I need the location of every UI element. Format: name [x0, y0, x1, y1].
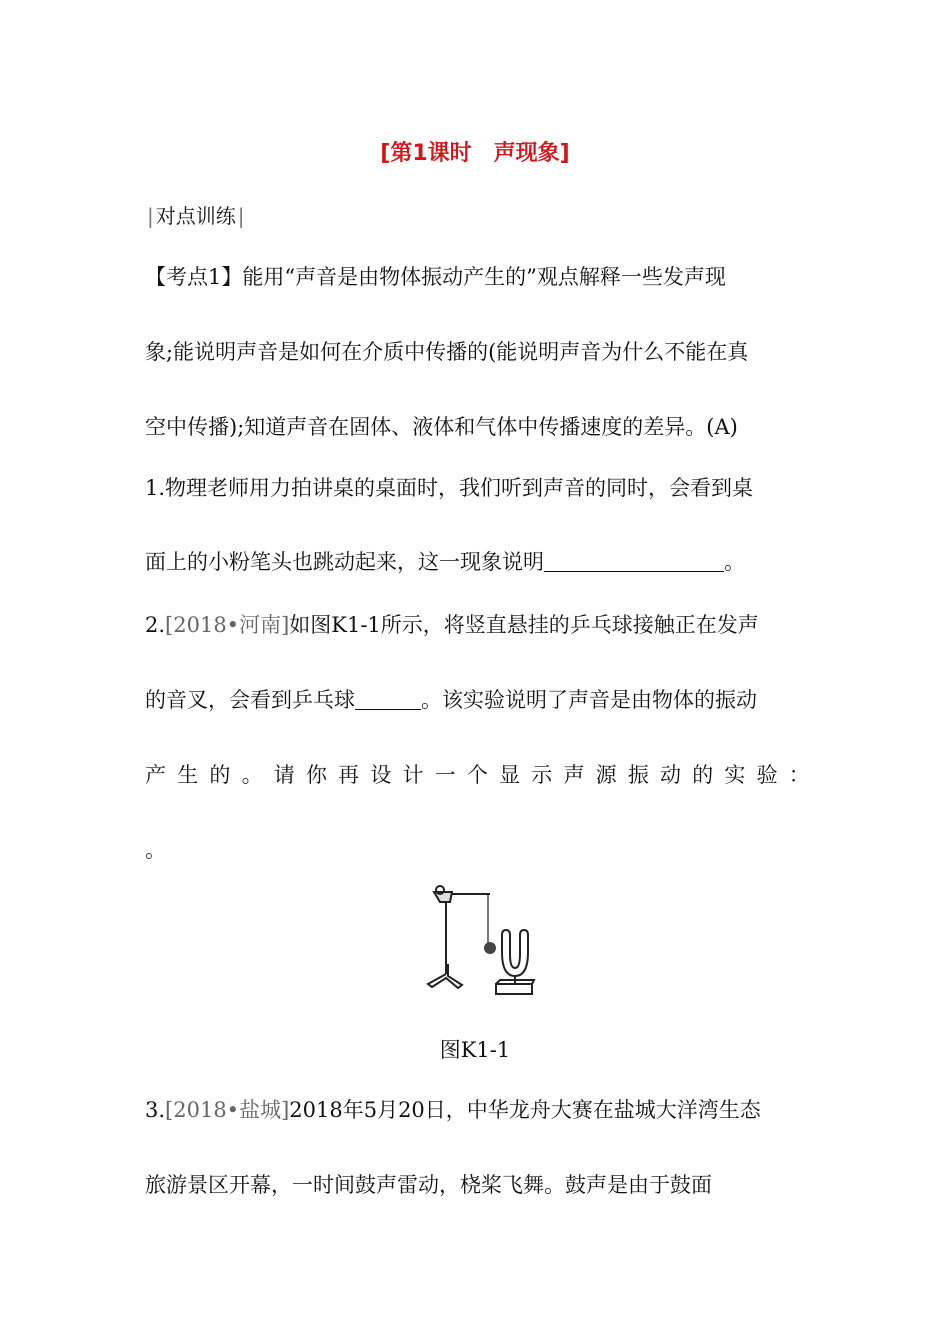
section-label: 对点训练	[155, 204, 236, 228]
question-3-number: 3.	[145, 1098, 166, 1122]
justified-char: 计	[402, 763, 424, 787]
justified-char: 请	[273, 763, 295, 787]
kaodian-line-1: 【考点1】能用“声音是由物体振动产生的”观点解释一些发声现	[145, 265, 726, 289]
justified-char: 验	[756, 763, 778, 787]
tuning-fork-figure	[420, 880, 540, 1000]
justified-char: 个	[466, 763, 488, 787]
justified-char: 的	[209, 763, 231, 787]
justified-char: 示	[531, 763, 553, 787]
justified-char: 设	[370, 763, 392, 787]
question-2-text-post: 。该实验说明了声音是由物体的振动	[421, 688, 757, 712]
answer-blank-2[interactable]	[355, 689, 421, 710]
section-bar-left: |	[147, 204, 154, 228]
justified-char: 产	[145, 763, 166, 787]
answer-blank-1[interactable]	[544, 551, 724, 572]
justified-char: 显	[499, 763, 521, 787]
question-2-text-pre: 的音叉，会看到乒乓球	[145, 688, 355, 712]
kaodian-line-3: 空中传播);知道声音在固体、液体和气体中传播速度的差异。(A)	[145, 415, 738, 439]
justified-char: 实	[724, 763, 746, 787]
justified-char: 一	[434, 763, 456, 787]
question-1-line-2	[145, 547, 810, 577]
justified-char: 源	[595, 763, 617, 787]
justified-char: ：	[788, 763, 810, 787]
justified-char: 声	[563, 763, 585, 787]
question-2-line-1	[145, 610, 810, 640]
justified-char: 振	[627, 763, 649, 787]
justified-char: 。	[241, 763, 263, 787]
question-1-line-1: 1.物理老师用力拍讲桌的桌面时，我们听到声音的同时，会看到桌	[145, 476, 754, 500]
question-1-end: 。	[724, 550, 745, 574]
justified-char: 再	[338, 763, 360, 787]
ping-pong-ball	[484, 942, 496, 954]
justified-char: 的	[692, 763, 714, 787]
tuning-fork	[502, 930, 528, 976]
question-2-number: 2.	[145, 613, 166, 637]
question-2-line-2	[145, 685, 810, 715]
question-1-text: 面上的小粉笔头也跳动起来，这一现象说明	[145, 550, 544, 574]
question-3-source: [2018•盐城]	[165, 1098, 290, 1122]
kaodian-line-2: 象;能说明声音是如何在介质中传播的(能说明声音为什么不能在真	[145, 340, 749, 364]
resonance-box	[496, 984, 532, 994]
figure-caption: 图K1-1	[439, 1038, 511, 1062]
question-2-line-3	[145, 760, 810, 790]
question-3-line-1	[145, 1095, 810, 1125]
question-3-text: 2018年5月20日，中华龙舟大赛在盐城大洋湾生态	[289, 1098, 761, 1122]
lesson-title: [第1课时 声现象]	[380, 141, 570, 166]
section-bar-right: |	[237, 204, 245, 228]
justified-char: 你	[305, 763, 327, 787]
question-2-line-4: 。	[145, 838, 166, 862]
question-3-line-2: 旅游景区开幕，一时间鼓声雷动，桡桨飞舞。鼓声是由于鼓面	[145, 1173, 712, 1197]
question-2-source: [2018•河南]	[165, 613, 290, 637]
justified-char: 生	[177, 763, 199, 787]
justified-char: 动	[660, 763, 681, 787]
section-heading	[145, 200, 247, 229]
question-2-text: 如图K1-1所示，将竖直悬挂的乒乓球接触正在发声	[289, 613, 759, 637]
